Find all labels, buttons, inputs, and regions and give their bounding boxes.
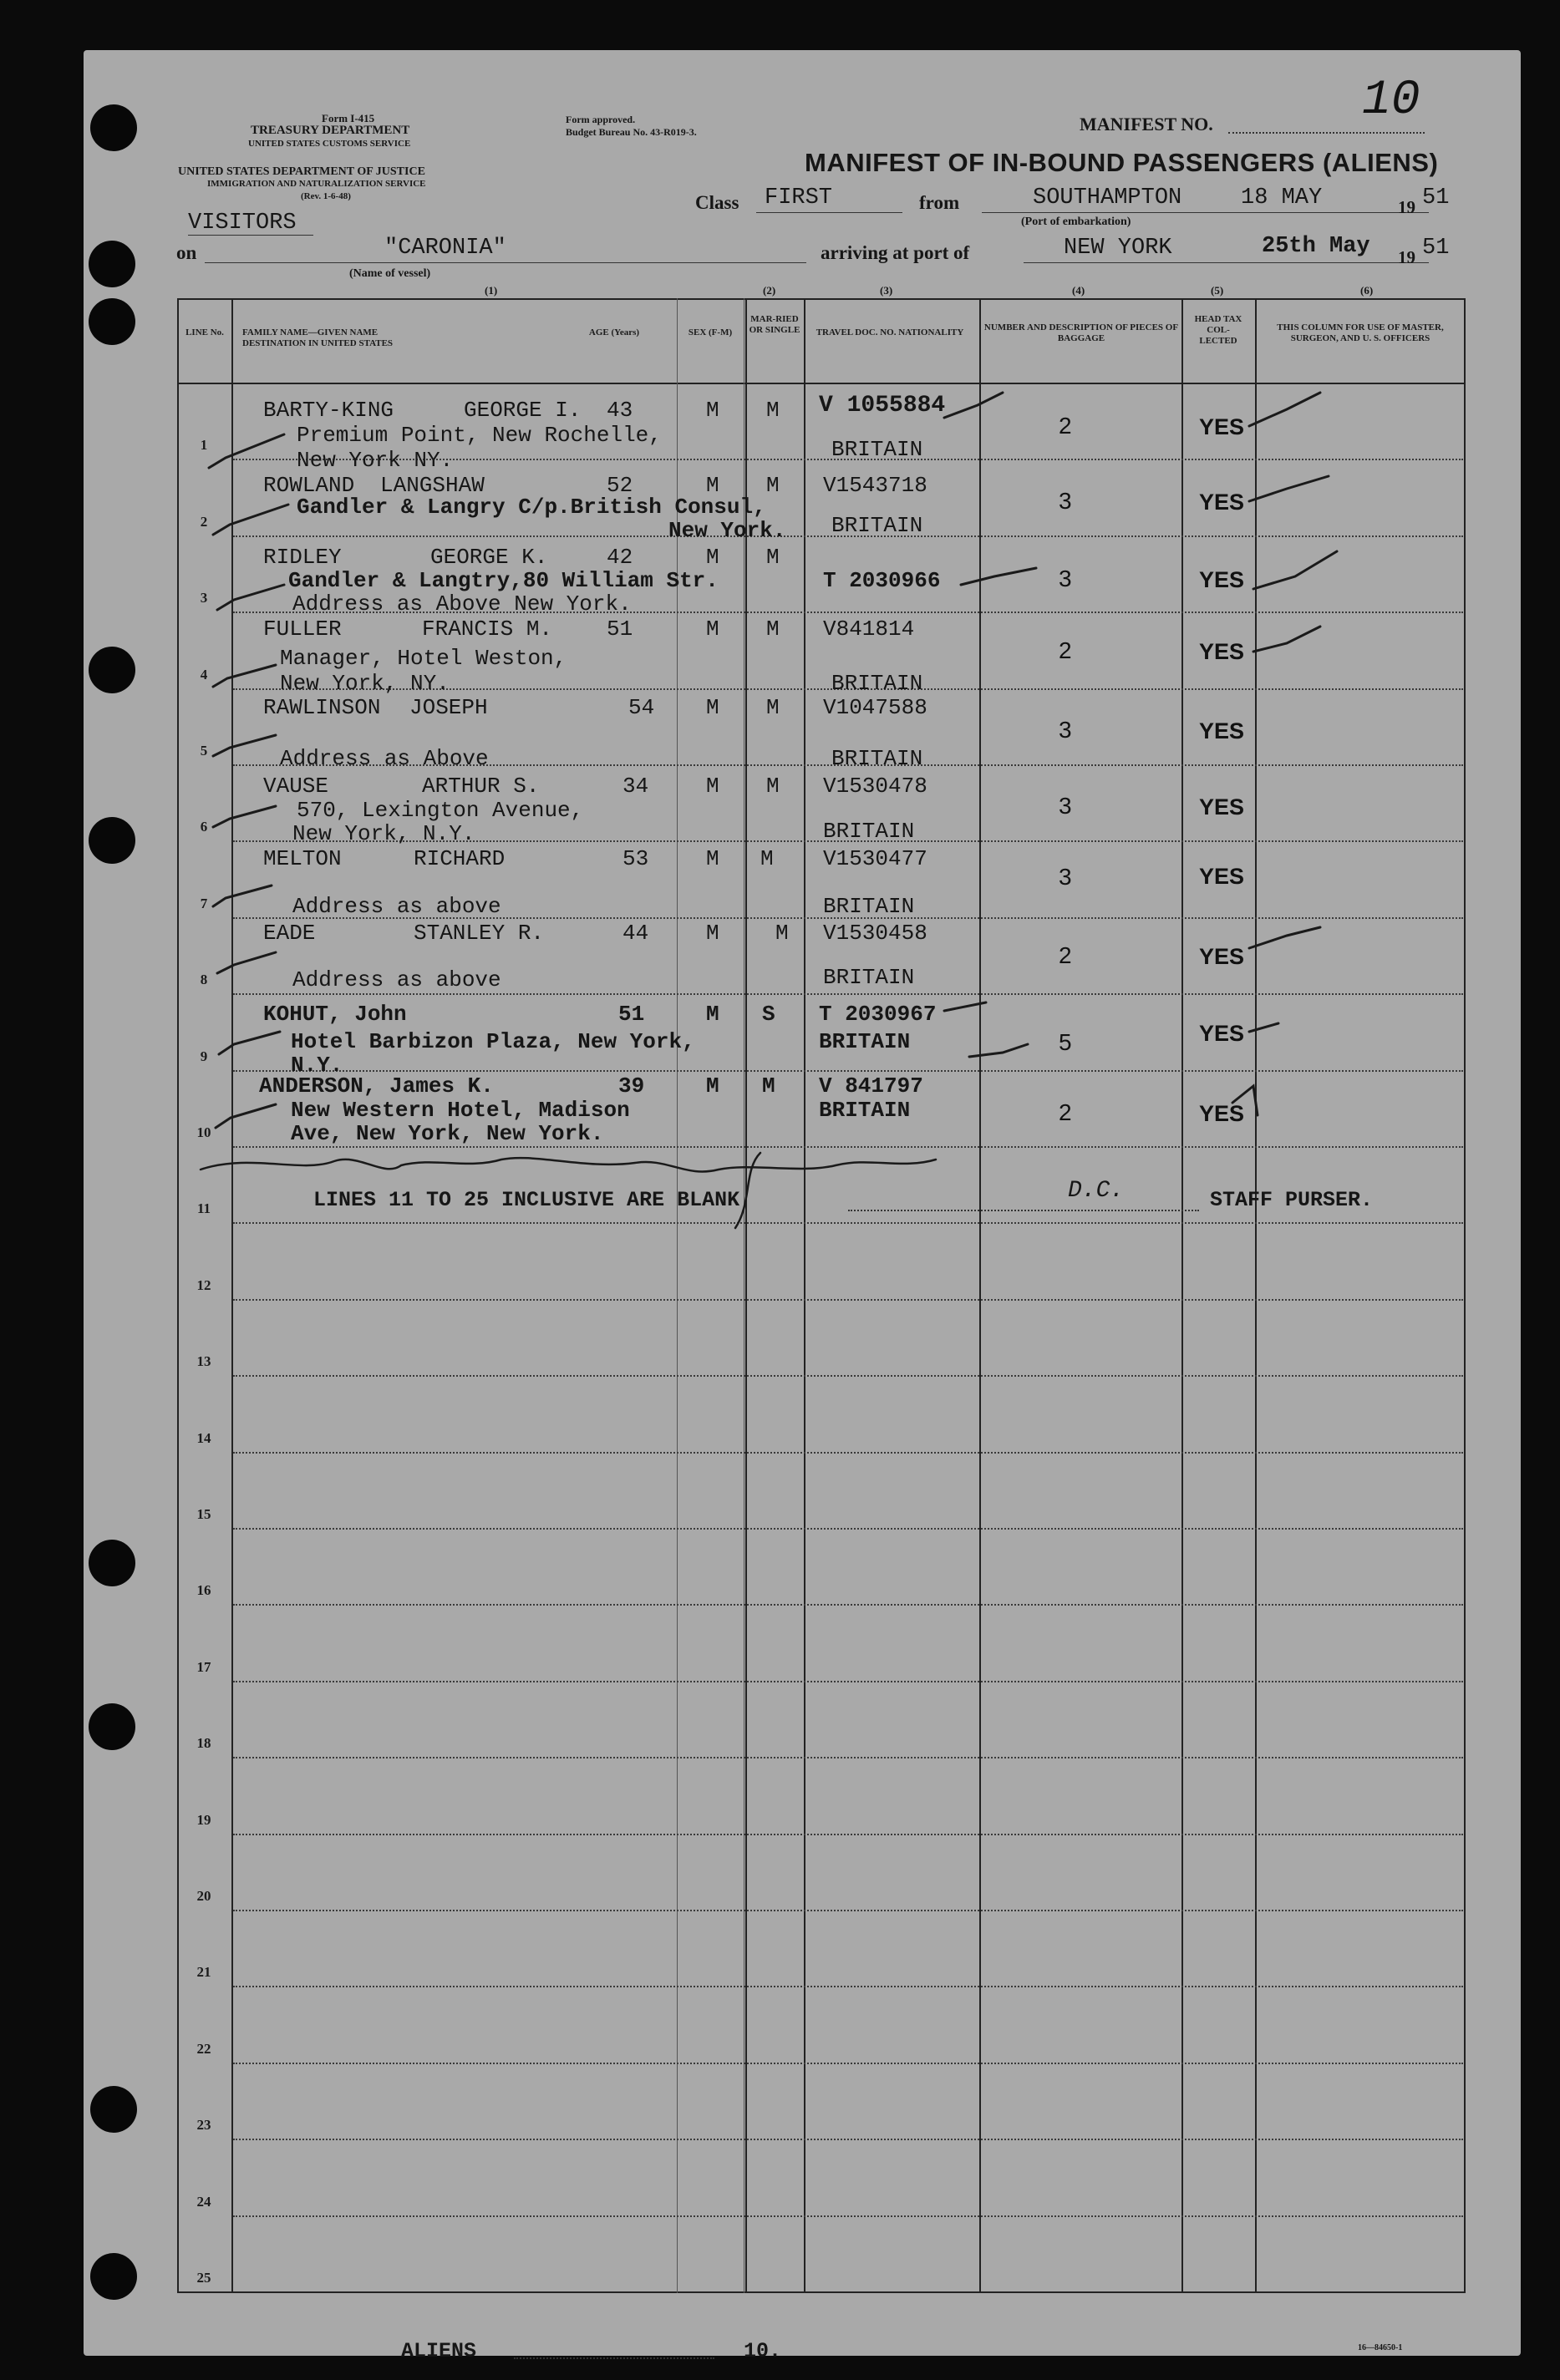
- form-number: Form I-415: [322, 112, 375, 124]
- nationality: BRITAIN: [819, 1098, 911, 1123]
- line-number: 12: [196, 1277, 211, 1293]
- header-officers: THIS COLUMN FOR USE OF MASTER, SURGEON, AND U. S. OFFICERS: [1277, 322, 1444, 343]
- nationality: BRITAIN: [831, 746, 923, 771]
- given-name: JOSEPH: [409, 695, 488, 720]
- nationality: BRITAIN: [831, 671, 923, 696]
- treasury-department: TREASURY DEPARTMENT: [251, 124, 410, 137]
- given-name: RICHARD: [414, 846, 506, 871]
- embark-year-prefix: 19: [1398, 197, 1415, 217]
- from-label: from: [919, 192, 960, 213]
- head-tax: YES: [1199, 864, 1245, 889]
- sex: M: [706, 473, 719, 498]
- customs-service: UNITED STATES CUSTOMS SERVICE: [248, 139, 411, 149]
- line-number: 13: [196, 1353, 211, 1369]
- baggage-count: 3: [1059, 864, 1072, 890]
- line-number: 4: [200, 667, 208, 683]
- line-number: 8: [200, 972, 208, 987]
- row-separator: [233, 1681, 1463, 1682]
- binder-hole: [90, 104, 137, 151]
- from-line: [982, 212, 1429, 213]
- binder-hole: [89, 647, 135, 693]
- table-top-border: [177, 298, 1466, 300]
- family-name: EADE: [263, 921, 316, 946]
- nationality: BRITAIN: [819, 1029, 911, 1054]
- family-name: MELTON: [263, 846, 342, 871]
- line-number: 14: [196, 1430, 211, 1446]
- arrival-year-prefix: 19: [1398, 247, 1415, 267]
- marital-status: M: [766, 695, 780, 720]
- col-sep-line: [231, 298, 233, 2293]
- row-separator: [233, 1146, 1463, 1148]
- row-separator: [233, 1910, 1463, 1911]
- row-separator: [233, 2215, 1463, 2217]
- baggage-count: 3: [1059, 793, 1072, 819]
- table-right-border: [1464, 298, 1466, 2293]
- blank-lines-note: LINES 11 TO 25 INCLUSIVE ARE BLANK: [313, 1188, 740, 1212]
- col-sep-name: [745, 298, 747, 2293]
- address-line-1: Gandler & Langtry,80 William Str.: [288, 568, 719, 593]
- column-number-2: (2): [763, 284, 776, 297]
- marital-status: M: [766, 398, 780, 423]
- header-sex: SEX (F-M): [688, 327, 733, 337]
- given-name: GEORGE K.: [430, 545, 548, 570]
- col-sep-married: [979, 298, 981, 2293]
- line-number: 2: [200, 514, 208, 530]
- age: 52: [607, 473, 633, 498]
- line-number: 1: [200, 437, 208, 453]
- family-name: ROWLAND: [263, 473, 355, 498]
- col-sep-baggage: [1181, 298, 1183, 2293]
- table-bottom-border: [177, 2291, 1466, 2293]
- given-name: LANGSHAW: [380, 473, 485, 498]
- family-name: RAWLINSON: [263, 695, 381, 720]
- marital-status: M: [766, 617, 780, 642]
- address-line-1: Manager, Hotel Weston,: [280, 646, 567, 671]
- address-line-2: N.Y.: [291, 1053, 343, 1078]
- line-number: 5: [200, 743, 208, 759]
- age: 39: [618, 1073, 645, 1099]
- head-tax: YES: [1199, 1021, 1245, 1046]
- row-separator: [233, 2063, 1463, 2064]
- family-name: KOHUT, John: [263, 1002, 407, 1027]
- travel-doc: V841814: [823, 617, 915, 642]
- nationality: BRITAIN: [823, 819, 915, 844]
- address-line-2: Address as above: [292, 967, 501, 992]
- sex: M: [706, 398, 719, 423]
- age: 51: [618, 1002, 645, 1027]
- travel-doc: V1047588: [823, 695, 927, 720]
- row-separator: [233, 1834, 1463, 1835]
- marital-status: M: [766, 545, 780, 570]
- head-tax: YES: [1199, 1101, 1245, 1126]
- sex: M: [706, 545, 719, 570]
- family-name: ANDERSON, James K.: [259, 1073, 494, 1099]
- line-number: 3: [200, 590, 208, 606]
- vessel-caption: (Name of vessel): [349, 267, 431, 280]
- vessel-name[interactable]: "CARONIA": [384, 236, 506, 261]
- address-line-2: New York NY.: [297, 448, 454, 473]
- baggage-count: 3: [1059, 717, 1072, 743]
- age: 44: [622, 921, 649, 946]
- row-separator: [233, 1070, 1463, 1072]
- row-separator: [233, 1757, 1463, 1758]
- port-of-embarkation-caption: (Port of embarkation): [1021, 216, 1131, 228]
- marital-status: M: [775, 921, 789, 946]
- travel-doc: V1530458: [823, 921, 927, 946]
- row-separator: [233, 1604, 1463, 1606]
- address-line-1: Premium Point, New Rochelle,: [297, 423, 662, 448]
- manifest-no-value: 10: [1362, 74, 1420, 128]
- marital-status: M: [766, 774, 780, 799]
- blank-note-dots: [848, 1210, 1199, 1211]
- marital-status: M: [766, 473, 780, 498]
- header-baggage: NUMBER AND DESCRIPTION OF PIECES OF BAGGAGE: [983, 322, 1179, 343]
- header-age: AGE (Years): [588, 327, 640, 337]
- marital-status: M: [760, 846, 774, 871]
- class-line: [756, 212, 902, 213]
- row-separator: [233, 1452, 1463, 1454]
- revision: (Rev. 1-6-48): [301, 191, 351, 201]
- line-number: 21: [196, 1964, 211, 1980]
- line-number: 22: [196, 2041, 211, 2057]
- sex: M: [706, 1073, 719, 1099]
- baggage-count: 2: [1059, 1099, 1072, 1125]
- marital-status: S: [762, 1002, 775, 1027]
- address-line-1: Hotel Barbizon Plaza, New York,: [291, 1029, 695, 1054]
- header-head-tax: HEAD TAX COL-LECTED: [1194, 314, 1242, 346]
- manifest-no-fill: [1228, 132, 1425, 134]
- sex: M: [706, 921, 719, 946]
- row-separator: [233, 993, 1463, 995]
- on-label: on: [176, 242, 197, 263]
- given-name: GEORGE I.: [464, 398, 582, 423]
- family-name: RIDLEY: [263, 545, 342, 570]
- head-tax: YES: [1199, 567, 1245, 592]
- binder-hole: [90, 2086, 137, 2133]
- header-line-no: LINE No.: [185, 327, 224, 337]
- baggage-count: 3: [1059, 488, 1072, 514]
- arrival-date[interactable]: 25th May: [1262, 234, 1370, 259]
- travel-doc: V 1055884: [819, 393, 946, 419]
- age: 34: [622, 774, 649, 799]
- binder-hole: [89, 1703, 135, 1750]
- column-number-3: (3): [880, 284, 893, 297]
- sex: M: [706, 1002, 719, 1027]
- from-value[interactable]: SOUTHAMPTON: [1033, 185, 1182, 211]
- line-number: 16: [196, 1582, 211, 1598]
- head-tax: YES: [1199, 794, 1245, 820]
- col-sep-tax: [1255, 298, 1257, 2293]
- marital-status: M: [762, 1073, 775, 1099]
- column-number-4: (4): [1072, 284, 1085, 297]
- age: 43: [607, 398, 633, 423]
- given-name: ARTHUR S.: [422, 774, 540, 799]
- travel-doc: V 841797: [819, 1073, 923, 1099]
- vessel-line: [205, 262, 806, 263]
- address-line-1: New Western Hotel, Madison: [291, 1098, 630, 1123]
- age: 53: [622, 846, 649, 871]
- form-approved: Form approved.: [566, 114, 636, 125]
- aliens-label: ALIENS: [401, 2339, 477, 2363]
- line-number: 7: [200, 896, 208, 911]
- table-header-border: [177, 383, 1466, 384]
- line-number: 15: [196, 1506, 211, 1522]
- baggage-count: 2: [1059, 413, 1072, 439]
- manifest-no-label: MANIFEST NO.: [1080, 114, 1213, 134]
- column-number-6: (6): [1360, 284, 1374, 297]
- header-travel-doc: TRAVEL DOC. NO. NATIONALITY: [816, 327, 964, 337]
- embark-year[interactable]: 51: [1422, 185, 1450, 211]
- line-number: 6: [200, 819, 208, 835]
- row-separator: [233, 1986, 1463, 1987]
- col-sep-sex: [804, 298, 805, 2293]
- header-married: MAR-RIED OR SINGLE: [749, 314, 800, 335]
- row-separator: [233, 1299, 1463, 1301]
- family-name: BARTY-KING: [263, 398, 394, 423]
- table-left-border: [177, 298, 179, 2293]
- address-line-2: New York, N.Y.: [292, 821, 475, 846]
- sex: M: [706, 846, 719, 871]
- line-number: 18: [196, 1735, 211, 1751]
- address-line-2: Address as Above New York.: [292, 591, 632, 617]
- baggage-count: 2: [1059, 942, 1072, 968]
- baggage-count: 2: [1059, 637, 1072, 663]
- travel-doc: T 2030967: [819, 1002, 937, 1027]
- given-name: STANLEY R.: [414, 921, 545, 946]
- address-line-2: Ave, New York, New York.: [291, 1121, 604, 1146]
- arriving-line: [1024, 262, 1429, 263]
- sex: M: [706, 695, 719, 720]
- travel-doc: V1530478: [823, 774, 927, 799]
- line-number: 20: [196, 1888, 211, 1904]
- address-line-1: 570, Lexington Avenue,: [297, 798, 584, 823]
- aliens-count: 10.: [744, 2339, 782, 2363]
- address-line-2: New York, NY.: [280, 671, 450, 696]
- nationality: BRITAIN: [823, 894, 915, 919]
- travel-doc: V1543718: [823, 473, 927, 498]
- binder-hole: [89, 241, 135, 287]
- line-number: 10: [196, 1124, 211, 1140]
- sex: M: [706, 774, 719, 799]
- budget-bureau: Budget Bureau No. 43-R019-3.: [566, 126, 697, 138]
- header-name: FAMILY NAME—GIVEN NAME DESTINATION IN UNITED STATES: [242, 327, 394, 348]
- binder-hole: [90, 2253, 137, 2300]
- address-line-2: Address as above: [292, 894, 501, 919]
- row-separator: [233, 1375, 1463, 1377]
- arrival-port[interactable]: NEW YORK: [1064, 236, 1172, 261]
- visitors-underline: [188, 235, 313, 236]
- travel-doc: T 2030966: [823, 568, 941, 593]
- arrival-year[interactable]: 51: [1422, 236, 1450, 261]
- col-sep-age: [677, 298, 678, 2293]
- sex: M: [706, 617, 719, 642]
- family-name: VAUSE: [263, 774, 329, 799]
- row-separator: [233, 1528, 1463, 1530]
- head-tax: YES: [1199, 639, 1245, 664]
- age: 51: [607, 617, 633, 642]
- head-tax: YES: [1199, 414, 1245, 439]
- staff-purser: STAFF PURSER.: [1210, 1188, 1374, 1212]
- embark-date[interactable]: 18 MAY: [1241, 185, 1323, 211]
- class-value[interactable]: FIRST: [765, 185, 833, 211]
- department-of-justice: UNITED STATES DEPARTMENT OF JUSTICE: [178, 165, 425, 178]
- binder-hole: [89, 298, 135, 345]
- line-number: 9: [200, 1048, 208, 1064]
- address-line-2: Address as Above: [280, 746, 489, 771]
- line-number: 25: [196, 2270, 211, 2286]
- nationality: BRITAIN: [831, 513, 923, 538]
- line-number: 17: [196, 1659, 211, 1675]
- nationality: BRITAIN: [823, 965, 915, 990]
- line-number: 19: [196, 1812, 211, 1828]
- ins-label: IMMIGRATION AND NATURALIZATION SERVICE: [207, 179, 426, 189]
- line-number: 23: [196, 2117, 211, 2133]
- age: 42: [607, 545, 633, 570]
- column-number-5: (5): [1211, 284, 1224, 297]
- column-number-1: (1): [485, 284, 498, 297]
- print-code: 16—84650-1: [1358, 2343, 1403, 2352]
- binder-hole: [89, 1540, 135, 1586]
- visitors-label: VISITORS: [188, 211, 297, 236]
- arriving-label: arriving at port of: [821, 242, 970, 263]
- aliens-dots: [514, 2357, 714, 2359]
- head-tax: YES: [1199, 944, 1245, 969]
- given-name: FRANCIS M.: [422, 617, 553, 642]
- head-tax: YES: [1199, 490, 1245, 515]
- age: 54: [628, 695, 655, 720]
- purser-initials: D.C.: [1068, 1178, 1125, 1204]
- manifest-title: MANIFEST OF IN-BOUND PASSENGERS (ALIENS): [805, 148, 1439, 177]
- baggage-count: 5: [1059, 1029, 1072, 1055]
- row-separator: [233, 1222, 1463, 1224]
- address-line-2: New York.: [668, 518, 786, 543]
- address-line-1: Gandler & Langry C/p.British Consul,: [297, 495, 766, 520]
- baggage-count: 3: [1059, 566, 1072, 591]
- family-name: FULLER: [263, 617, 342, 642]
- class-label: Class: [695, 192, 739, 213]
- binder-hole: [89, 817, 135, 864]
- line-number: 11: [196, 1200, 211, 1216]
- head-tax: YES: [1199, 718, 1245, 743]
- row-separator: [233, 2139, 1463, 2140]
- travel-doc: V1530477: [823, 846, 927, 871]
- line-number: 24: [196, 2194, 211, 2210]
- nationality: BRITAIN: [831, 437, 923, 462]
